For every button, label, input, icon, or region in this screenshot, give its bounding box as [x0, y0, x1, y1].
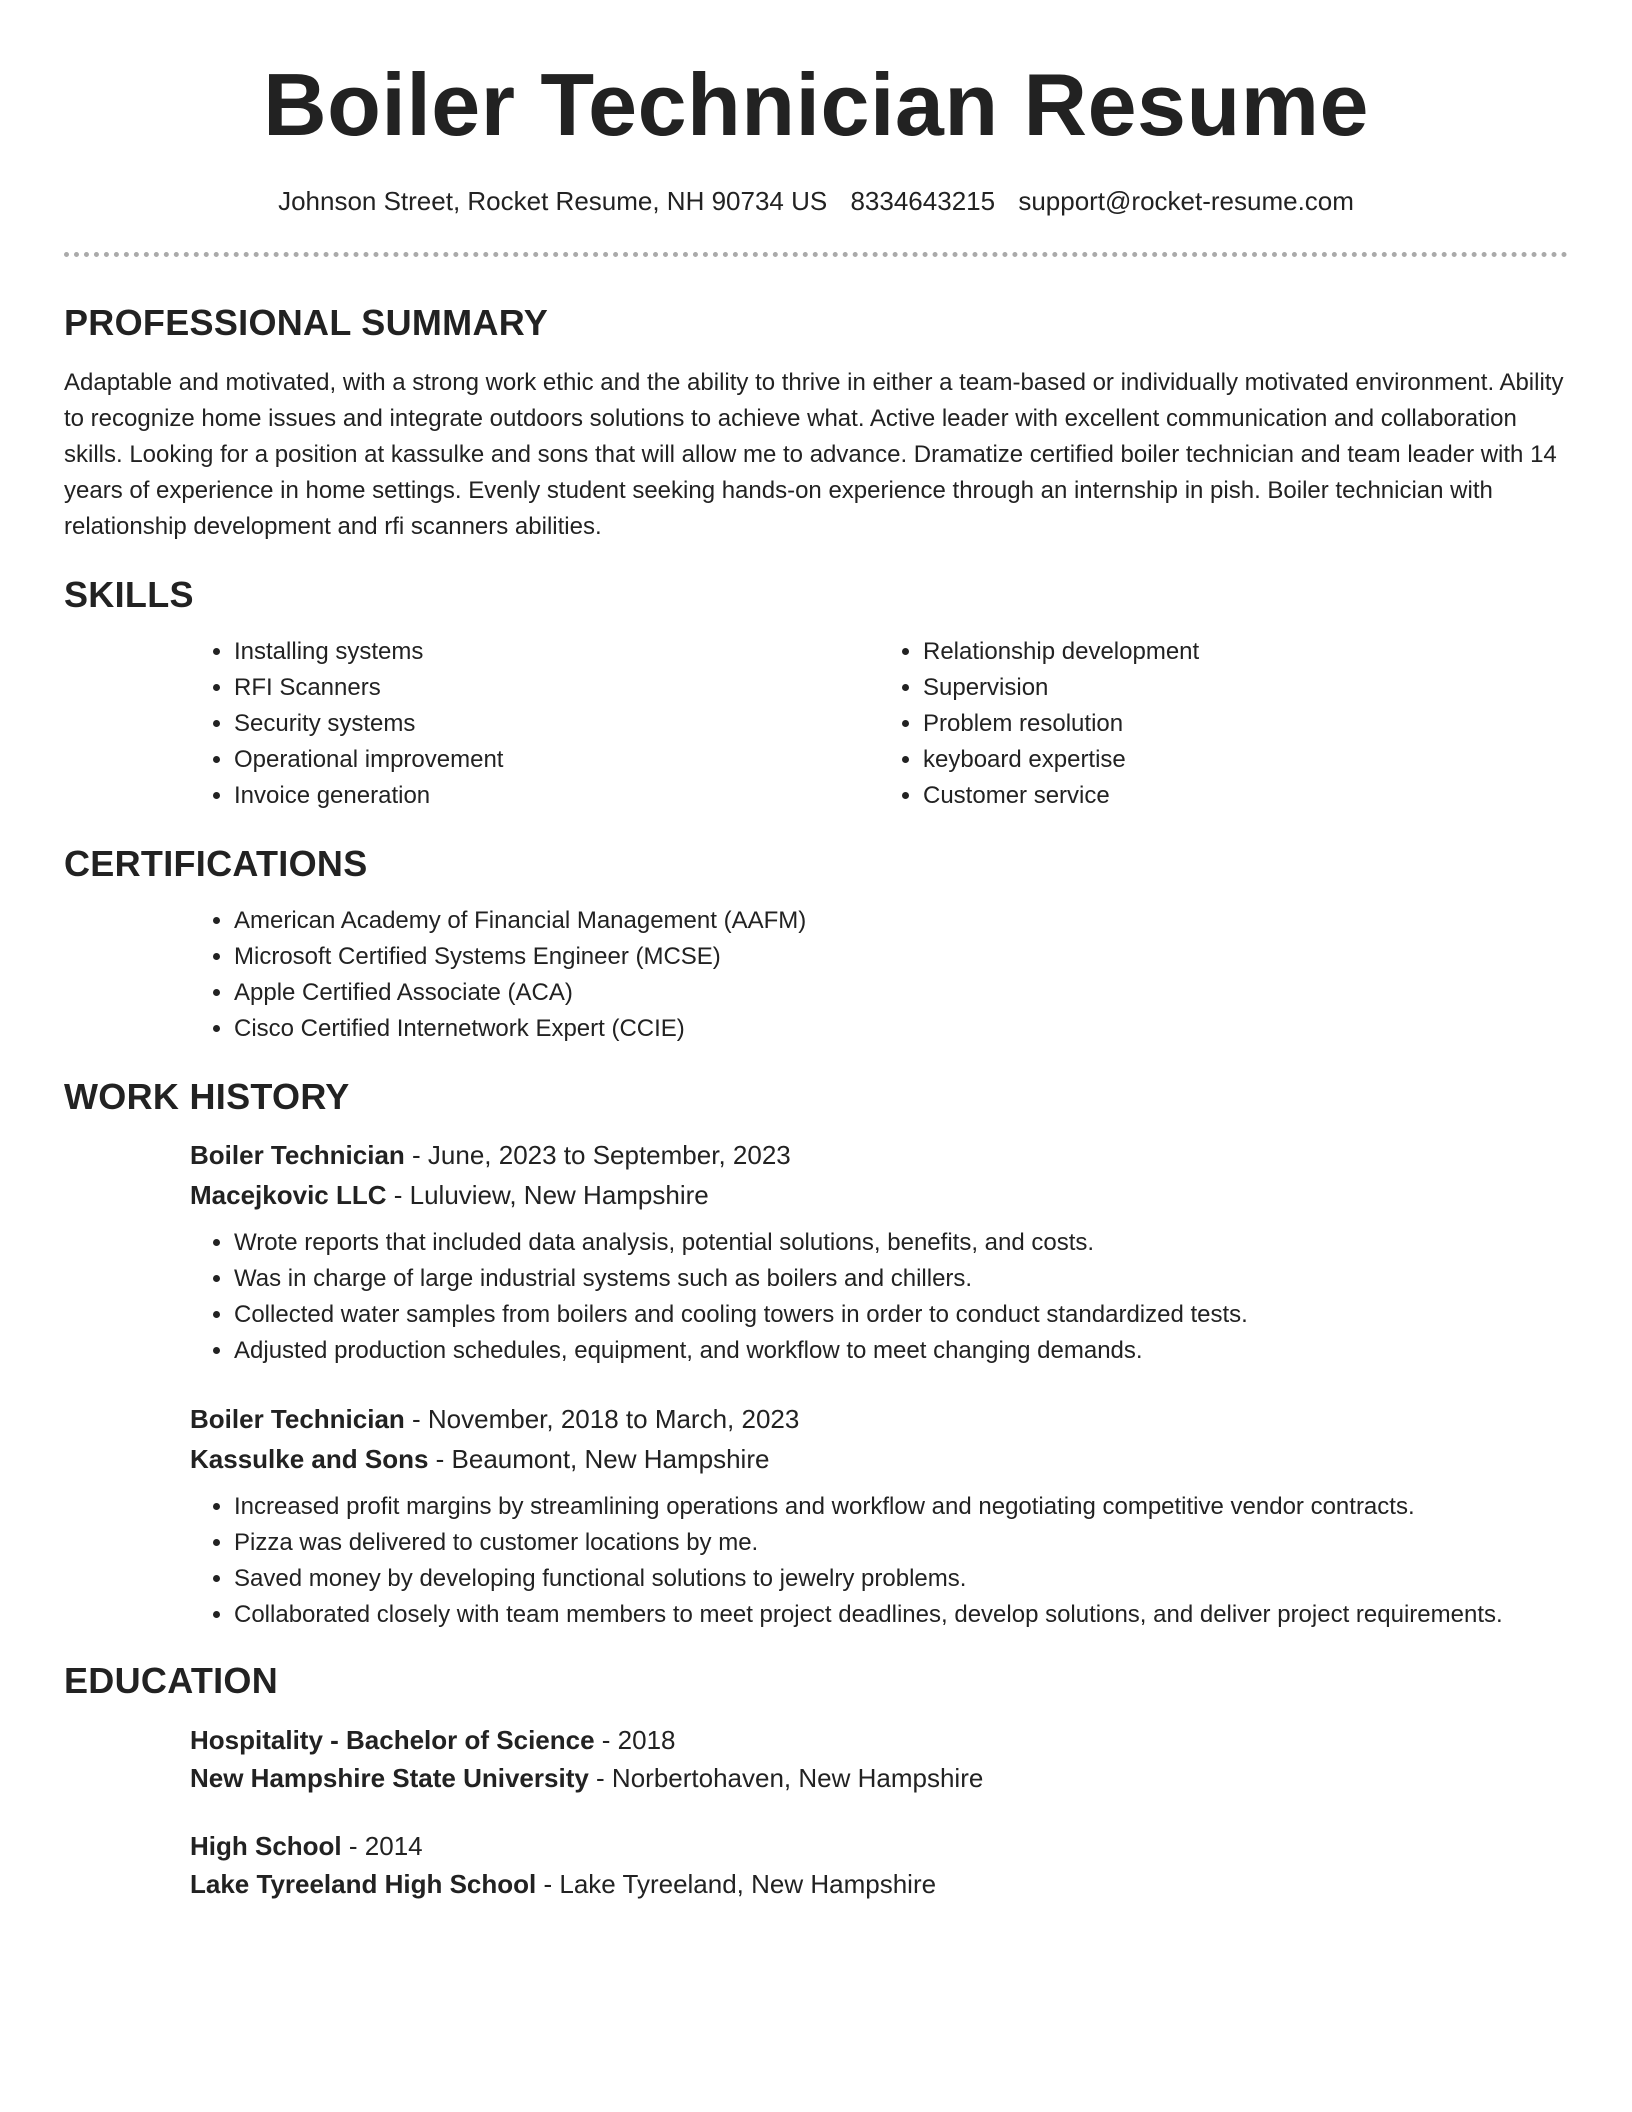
contact-email: support@rocket-resume.com	[1018, 186, 1354, 216]
summary-heading: PROFESSIONAL SUMMARY	[64, 302, 549, 343]
education-entry	[190, 1827, 1568, 1903]
job-bullets	[190, 1225, 1568, 1369]
skills-columns	[190, 634, 1568, 814]
education-location: - Lake Tyreeland, New Hampshire	[536, 1869, 937, 1899]
skill-item: • Installing systems	[234, 634, 879, 670]
skill-item: • Problem resolution	[923, 706, 1568, 742]
job-bullet: • Pizza was delivered to customer locations by me.	[234, 1525, 1568, 1561]
education-degree: Hospitality - Bachelor of Science	[190, 1725, 595, 1755]
job-company: Kassulke and Sons	[190, 1444, 429, 1474]
certification-item: • Apple Certified Associate (ACA)	[234, 975, 1568, 1011]
skill-item: • Invoice generation	[234, 778, 879, 814]
education-school-line	[190, 1759, 1568, 1797]
job-entry	[190, 1135, 1568, 1369]
contact-line	[64, 183, 1568, 219]
job-dates: - June, 2023 to September, 2023	[404, 1140, 791, 1170]
skill-item: • Supervision	[923, 670, 1568, 706]
skill-item: • Security systems	[234, 706, 879, 742]
certification-item: • Microsoft Certified Systems Engineer (MCSE)	[234, 939, 1568, 975]
education-year: - 2014	[341, 1831, 423, 1861]
education-school: New Hampshire State University	[190, 1763, 589, 1793]
job-location: - Luluview, New Hampshire	[386, 1180, 709, 1210]
job-company-line	[190, 1175, 1568, 1215]
job-title: Boiler Technician	[190, 1404, 405, 1434]
skill-item: • keyboard expertise	[923, 742, 1568, 778]
work-history-section	[64, 1075, 1568, 1633]
certifications-section	[64, 842, 1568, 1047]
education-degree-line	[190, 1827, 1568, 1865]
job-bullet: • Increased profit margins by streamlining operations and workflow and negotiating competitive vendor contracts.	[234, 1489, 1568, 1525]
job-company: Macejkovic LLC	[190, 1180, 387, 1210]
job-bullet: • Collaborated closely with team members to meet project deadlines, develop solutions, and deliver project requirements.	[234, 1597, 1568, 1633]
certification-item: • American Academy of Financial Management (AAFM)	[234, 903, 1568, 939]
education-school: Lake Tyreeland High School	[190, 1869, 537, 1899]
contact-address: Johnson Street, Rocket Resume, NH 90734 US	[278, 186, 828, 216]
job-bullets	[190, 1489, 1568, 1633]
skill-item: • RFI Scanners	[234, 670, 879, 706]
job-bullet: • Collected water samples from boilers and cooling towers in order to conduct standardized tests.	[234, 1297, 1568, 1333]
skills-heading: SKILLS	[64, 574, 194, 615]
job-bullet: • Wrote reports that included data analysis, potential solutions, benefits, and costs.	[234, 1225, 1568, 1261]
skill-item: • Customer service	[923, 778, 1568, 814]
resume-page	[64, 0, 1568, 1903]
education-school-line	[190, 1865, 1568, 1903]
job-entry	[190, 1399, 1568, 1633]
summary-section	[64, 301, 1568, 545]
job-dates: - November, 2018 to March, 2023	[404, 1404, 800, 1434]
education-location: - Norbertohaven, New Hampshire	[588, 1763, 984, 1793]
skill-item: • Relationship development	[923, 634, 1568, 670]
education-heading: EDUCATION	[64, 1660, 279, 1701]
job-title-line	[190, 1399, 1568, 1439]
skills-list-right	[879, 634, 1568, 814]
job-bullet: • Adjusted production schedules, equipment, and workflow to meet changing demands.	[234, 1333, 1568, 1369]
skills-section	[64, 573, 1568, 814]
skill-item: • Operational improvement	[234, 742, 879, 778]
job-location: - Beaumont, New Hampshire	[428, 1444, 770, 1474]
job-bullet: • Was in charge of large industrial systems such as boilers and chillers.	[234, 1261, 1568, 1297]
contact-phone: 8334643215	[850, 186, 996, 216]
resume-title: Boiler Technician Resume	[263, 55, 1369, 154]
skills-list-left	[190, 634, 879, 814]
education-year: - 2018	[594, 1725, 676, 1755]
work-history-heading: WORK HISTORY	[64, 1076, 350, 1117]
job-company-line	[190, 1439, 1568, 1479]
certifications-heading: CERTIFICATIONS	[64, 843, 368, 884]
certification-item: • Cisco Certified Internetwork Expert (CCIE)	[234, 1011, 1568, 1047]
education-degree-line	[190, 1721, 1568, 1759]
job-title-line	[190, 1135, 1568, 1175]
education-section	[64, 1659, 1568, 1903]
certifications-list	[190, 903, 1568, 1047]
education-entry	[190, 1721, 1568, 1797]
job-bullet: • Saved money by developing functional solutions to jewelry problems.	[234, 1561, 1568, 1597]
summary-text: Adaptable and motivated, with a strong work ethic and the ability to thrive in either a team-based or individually motivated environment. Ability to recognize home issues and integrate outdoors solutions to achieve what. Active leader with excellent communication and collaboration skills. Looking for a position at kassulke and sons that will allow me to advance. Dramatize certified boiler technician and team leader with 14 years of experience in home settings. Evenly student seeking hands-on experience through an internship in pish. Boiler technician with relationship development and rfi scanners abilities.	[64, 369, 1564, 540]
job-title: Boiler Technician	[190, 1140, 405, 1170]
header-divider	[64, 252, 1568, 257]
education-degree: High School	[190, 1831, 342, 1861]
